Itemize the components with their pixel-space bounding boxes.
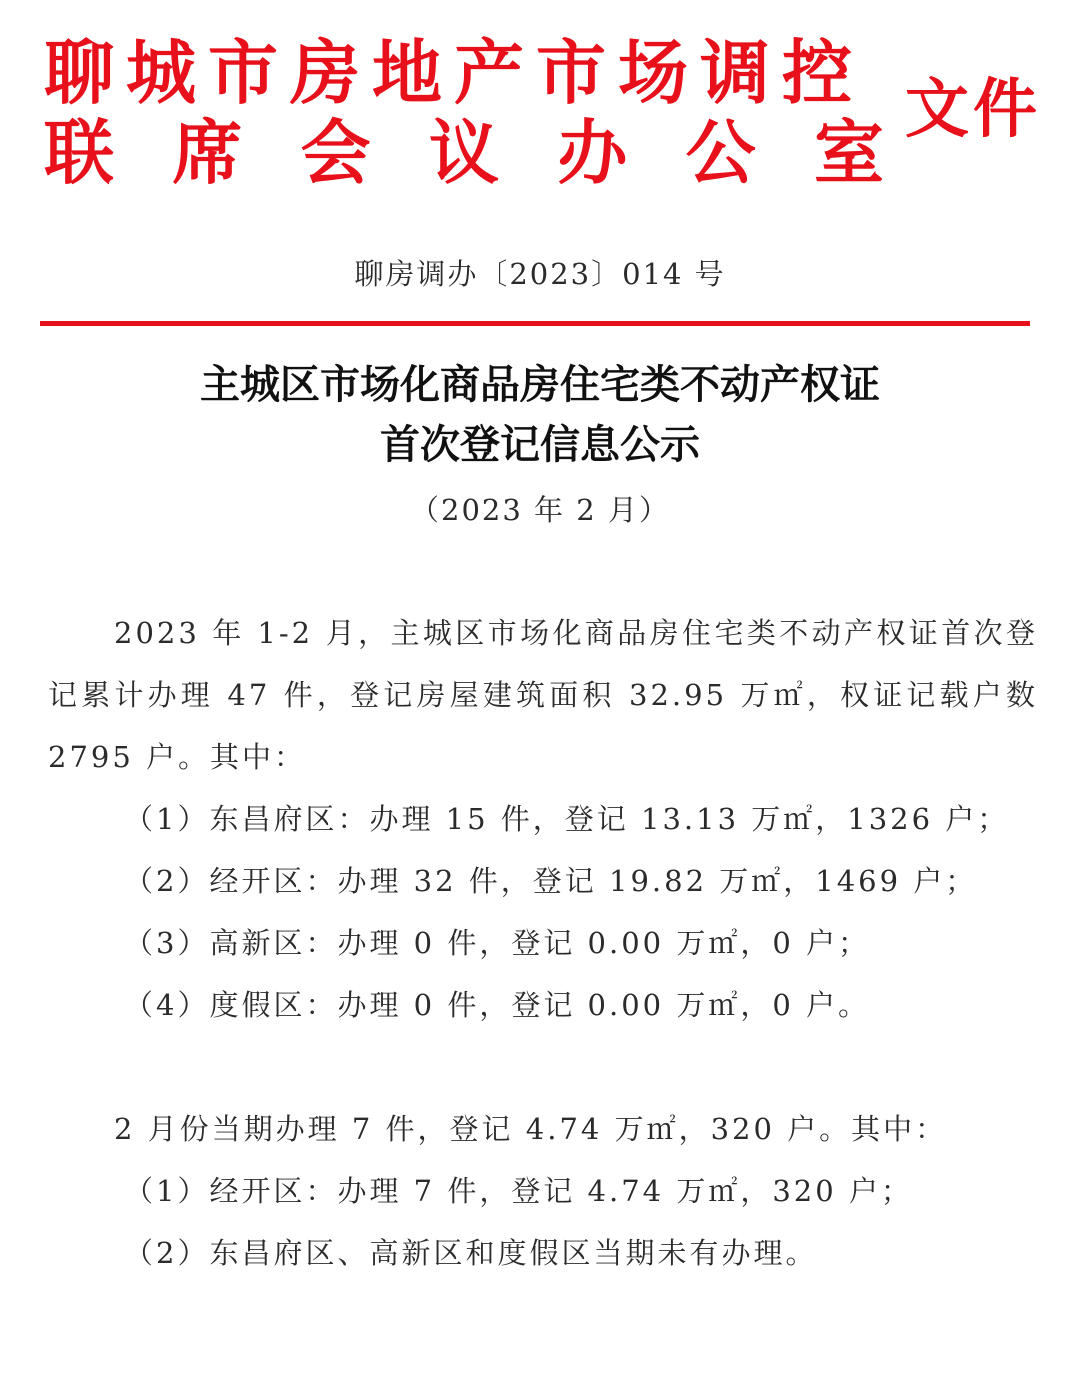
issuing-agency-line-2 [44, 114, 884, 192]
document-period: （2023 年 2 月） [410, 493, 670, 527]
issuing-agency-char: 办 [557, 112, 628, 194]
issuing-agency-char: 席 [172, 112, 243, 194]
document-number: 聊房调办〔2023〕014 号 [354, 257, 726, 291]
monthly-district-item: （2）东昌府区、高新区和度假区当期未有办理。 [124, 1236, 818, 1270]
document-type-label: 文件 [905, 73, 1041, 147]
district-item: （2）经开区：办理 32 件，登记 19.82 万㎡，1469 户； [124, 864, 978, 898]
issuing-agency-char: 会 [300, 112, 371, 194]
cumulative-summary-paragraph: 2023 年 1-2 月，主城区市场化商品房住宅类不动产权证首次登记累计办理 47 件，登记房屋建筑面积 32.95 万㎡，权证记载户数 2795 户。其中： [48, 616, 1038, 774]
issuing-agency-char: 议 [428, 112, 499, 194]
district-item: （3）高新区：办理 0 件，登记 0.00 万㎡，0 户； [124, 926, 871, 960]
issuing-agency-line-1: 聊城市房地产市场调控 [44, 32, 864, 114]
monthly-district-item: （1）经开区：办理 7 件，登记 4.74 万㎡，320 户； [124, 1174, 913, 1208]
issuing-agency-char: 公 [685, 112, 756, 194]
district-item: （1）东昌府区：办理 15 件，登记 13.13 万㎡，1326 户； [124, 802, 1010, 836]
monthly-summary-paragraph: 2 月份当期办理 7 件，登记 4.74 万㎡，320 户。其中： [114, 1112, 948, 1146]
document-title-line-1: 主城区市场化商品房住宅类不动产权证 [200, 362, 880, 408]
district-item: （4）度假区：办理 0 件，登记 0.00 万㎡，0 户。 [124, 988, 871, 1022]
issuing-agency-char: 联 [44, 112, 114, 194]
issuing-agency-char: 室 [813, 112, 884, 194]
red-divider-line [40, 321, 1030, 326]
document-title-line-2: 首次登记信息公示 [380, 422, 700, 468]
